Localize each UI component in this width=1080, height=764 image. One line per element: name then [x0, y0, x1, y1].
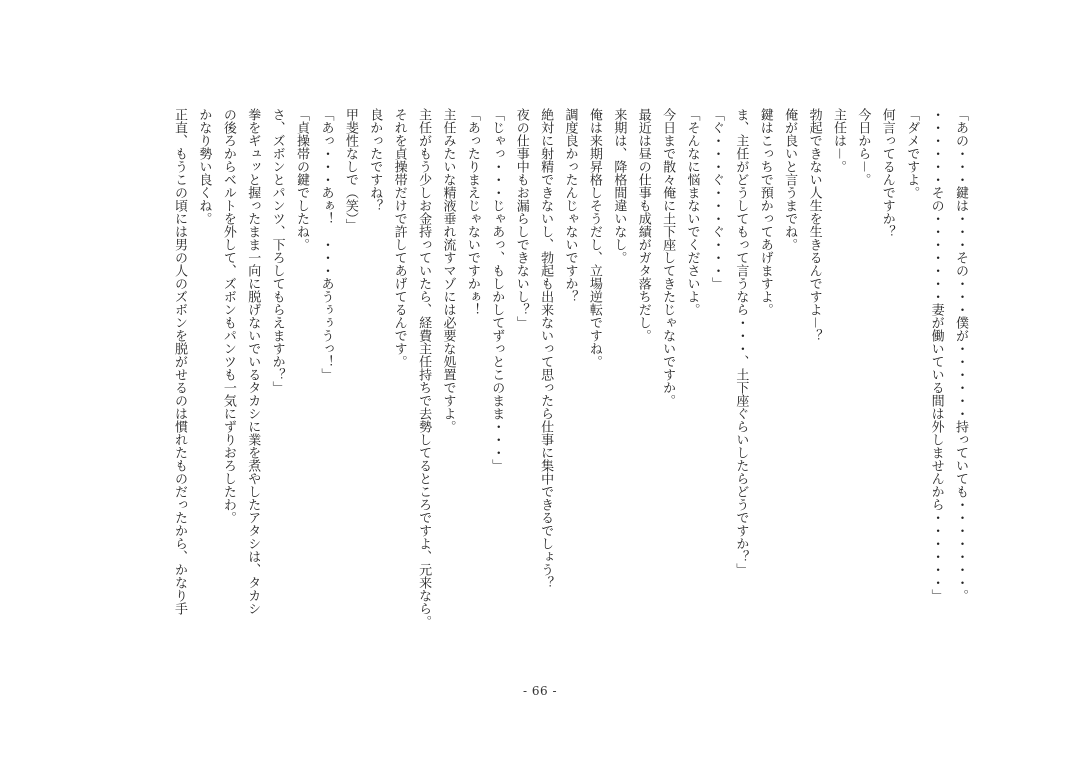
- text-line: ま、主任がどうしてもって言うなら・・・、土下座ぐらいしたらどうですか？」: [733, 108, 749, 576]
- text-line: 来期は、降格間違いなし。: [611, 108, 627, 264]
- text-line: 鍵はこっちで預かってあげますよ。: [757, 108, 773, 316]
- text-line: 主任みたいな精液垂れ流すマゾには必要な処置ですよ。: [440, 108, 456, 433]
- text-line: 俺が良いと言うまでね。: [782, 108, 798, 251]
- text-line: 「ぐ・・・ぐ・・・ぐ・・・」: [708, 108, 724, 290]
- text-line: の後ろからベルトを外して、ズボンもパンツも一気にずりおろしたわ。: [220, 108, 236, 524]
- text-line: 何言ってるんですか？: [879, 108, 895, 238]
- text-line: 「じゃっ・・・じゃあっ、もしかしてずっとこのまま・・・」: [489, 108, 505, 472]
- text-line: 拳をギュッと握ったまま一向に脱げないでいるタカシに業を煮やしたアタシは、タカシ: [245, 108, 261, 615]
- text-line: 今日まで散々俺に土下座してきたじゃないですか。: [660, 108, 676, 407]
- text-line: かなり勢い良くね。: [196, 108, 212, 225]
- text-line: 「そんなに悩まないでくださいよ。: [684, 108, 700, 316]
- text-line: 「あっ・・・あぁ！ ・・・あうぅぅうっ！」: [318, 108, 334, 381]
- text-line: さ、ズボンとパンツ、下ろしてもらえますか？」: [269, 108, 285, 394]
- text-line: 主任は－。: [830, 108, 846, 174]
- text-line: それを貞操帯だけで許してあげてるんです。: [391, 108, 407, 368]
- vertical-text-body: [167, 108, 972, 663]
- text-line: 「あの・・・鍵は・・・その・・・僕が・・・・・・持っていても・・・・・・・。: [953, 108, 968, 602]
- text-line: ・・・・・・その・・・・・・・妻が働いている間は外しませんから・・・・・・」: [928, 108, 944, 602]
- text-line: 「あったりまえじゃないですかぁ！: [464, 108, 480, 316]
- text-line: 正直、もうこの頃には男の人のズボンを脱がせるのは慣れたものだったから、かなり手: [172, 108, 187, 615]
- page-number: - 66 -: [522, 684, 557, 698]
- text-line: 今日から－。: [855, 108, 871, 187]
- text-line: 調度良かったんじゃないですか？: [562, 108, 578, 303]
- text-line: 良かったですね？: [367, 108, 383, 212]
- text-line: 「ダメですよ。: [904, 108, 920, 199]
- text-line: 絶対に射精できないし、勃起も出来ないって思ったら仕事に集中できるでしょう？: [538, 108, 554, 589]
- text-line: 「貞操帯の鍵でしたね。: [294, 108, 310, 251]
- text-line: 勃起できない人生を生きるんですよ－？: [806, 108, 822, 343]
- text-line: 主任がもう少しお金持っていたら、経費主任持ちで去勢してるところですよ、元来なら。: [416, 108, 432, 628]
- text-line: 最近は昼の仕事も成績がガタ落ちだし。: [635, 108, 651, 342]
- text-line: 夜の仕事中もお漏らしできないし？」: [513, 108, 529, 329]
- text-line: 俺は来期昇格しそうだし、立場逆転ですね。: [586, 108, 602, 368]
- text-line: 甲斐性なしで（笑）」: [342, 108, 358, 232]
